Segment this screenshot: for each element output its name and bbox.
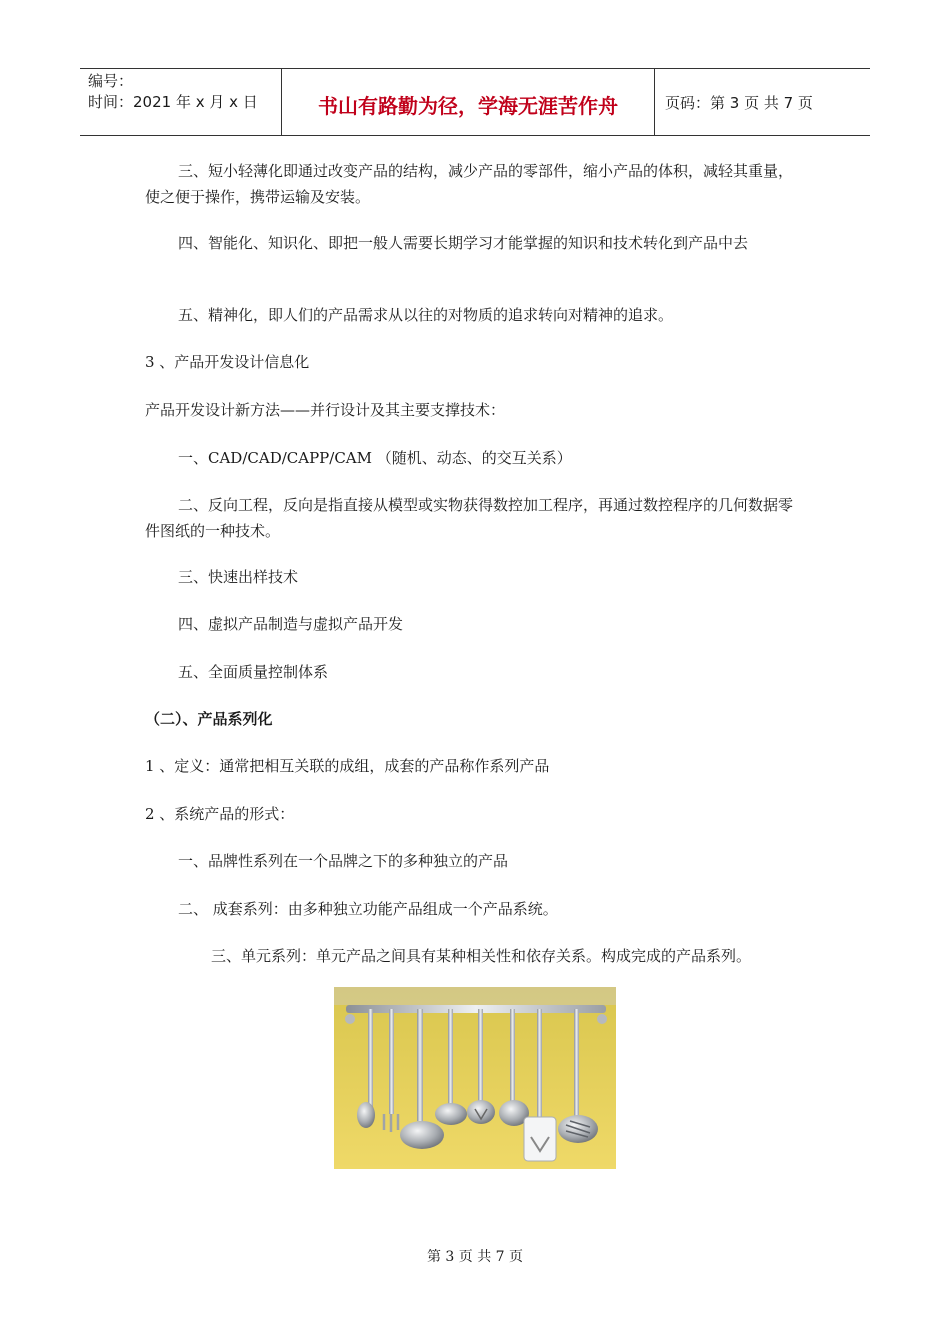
list-item-quality-control: 五、全面质量控制体系 — [178, 663, 329, 681]
paragraph-system-forms: 2 、系统产品的形式： — [145, 805, 295, 823]
page-footer: 第 3 页 共 7 页 — [426, 1249, 524, 1265]
header-page-number: 页码：第 3 页 共 7 页 — [665, 93, 813, 112]
list-item-brand-series: 一、品牌性系列在一个品牌之下的多种独立的产品 — [178, 852, 509, 870]
list-item-cad: 一、CAD/CAD/CAPP/CAM （随机、动态、的交互关系） — [178, 449, 572, 467]
paragraph-short-light: 三、短小轻薄化即通过改变产品的结构，减少产品的零部件，缩小产品的体积，减轻其重量，使之便于操作，携带运输及安装。 — [145, 162, 794, 206]
list-item-unit-series: 三、单元系列：单元产品之间具有某种相关性和依存关系。构成完成的产品系列。 — [211, 947, 752, 965]
paragraph-spiritual: 五、精神化，即人们的产品需求从以往的对物质的追求转向对精神的追求。 — [178, 306, 674, 324]
serial-number-label: 编号： — [88, 72, 134, 90]
list-item-rapid-prototyping: 三、快速出样技术 — [178, 568, 299, 586]
header-motto: 书山有路勤为径，学海无涯苦作舟 — [282, 69, 655, 135]
list-item-virtual-manufacturing: 四、虚拟产品制造与虚拟产品开发 — [178, 615, 404, 633]
kitchen-utensil-rack-image — [334, 987, 616, 1169]
list-item-set-series: 二、 成套系列：由多种独立功能产品组成一个产品系统。 — [178, 900, 558, 918]
section-heading-informatization: 3 、产品开发设计信息化 — [145, 353, 310, 371]
paragraph-definition: 1 、定义：通常把相互关联的成组，成套的产品称作系列产品 — [145, 757, 550, 775]
header-meta — [80, 69, 282, 135]
page-header — [80, 68, 870, 136]
paragraph-new-method: 产品开发设计新方法——并行设计及其主要支撑技术： — [145, 401, 506, 419]
section-heading-serialization: （二）、产品系列化 — [145, 710, 273, 728]
list-item-reverse-engineering: 二、反向工程，反向是指直接从模型或实物获得数控加工程序，再通过数控程序的几何数据零件图纸的一种技术。 — [145, 496, 794, 540]
date-label: 时间：2021 年 x 月 x 日 — [88, 93, 258, 111]
paragraph-intelligent: 四、智能化、知识化、即把一般人需要长期学习才能掌握的知识和技术转化到产品中去 — [178, 234, 749, 252]
